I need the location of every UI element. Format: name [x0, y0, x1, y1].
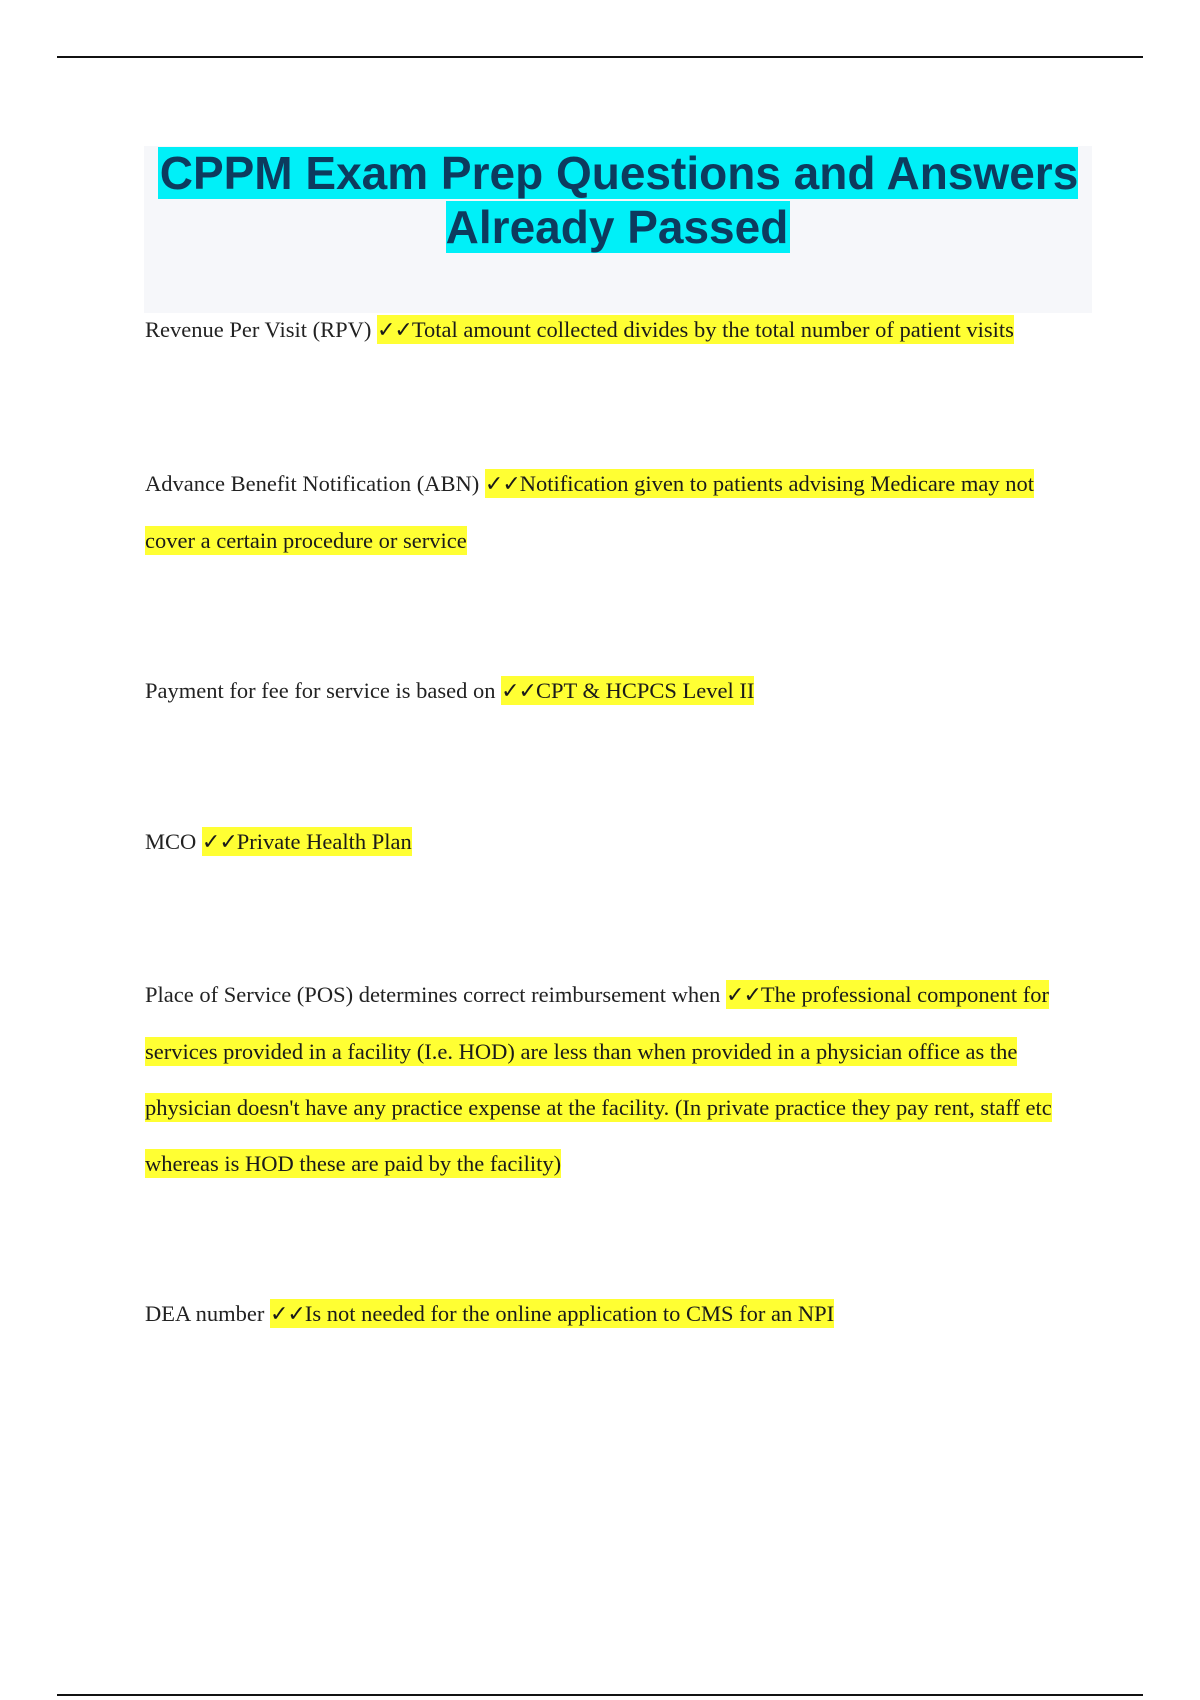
check-mark-icon: ✓✓	[501, 679, 536, 704]
title-block	[144, 146, 1092, 313]
answer-highlight	[270, 1299, 834, 1328]
check-mark-icon: ✓✓	[201, 830, 237, 855]
check-mark-icon: ✓✓	[269, 1302, 305, 1327]
answer-highlight	[202, 827, 412, 856]
question-text: Payment for fee for service is based on	[145, 678, 496, 703]
check-mark-icon: ✓✓	[484, 472, 520, 497]
check-mark-icon: ✓✓	[726, 983, 761, 1008]
qa-item	[145, 1286, 1085, 1343]
bottom-rule	[57, 1694, 1143, 1696]
answer-text: Is not needed for the online application to CMS for an NPI	[304, 1301, 835, 1326]
check-mark-icon: ✓✓	[376, 318, 412, 343]
qa-item	[145, 456, 1085, 569]
answer-highlight	[501, 676, 754, 705]
answer-text: Private Health Plan	[236, 829, 412, 854]
answer-text: Notification given to patients advising Medicare may not cover a certain procedure or service	[145, 471, 1035, 553]
question-text: Advance Benefit Notification (ABN)	[145, 471, 480, 496]
answer-text: Total amount collected divides by the total number of patient visits	[411, 317, 1014, 342]
qa-item	[145, 302, 1085, 359]
question-text: Revenue Per Visit (RPV)	[145, 317, 372, 342]
answer-text: CPT & HCPCS Level II	[536, 678, 755, 703]
document-title-text: CPPM Exam Prep Questions and Answers Already Passed	[159, 147, 1079, 253]
answer-text: The professional component for services provided in a facility (I.e. HOD) are less than when provided in a physician office as the physician doesn't have any practice expense at the facility. (In private practice they pay rent, staff etc whereas is HOD these are paid by the facility)	[145, 982, 1052, 1176]
qa-item	[145, 814, 1085, 871]
qa-item	[145, 663, 1085, 720]
top-rule	[57, 56, 1143, 58]
question-text: DEA number	[145, 1301, 265, 1326]
document-title	[144, 146, 1092, 254]
question-text: Place of Service (POS) determines correct reimbursement when	[145, 982, 721, 1007]
answer-highlight	[145, 980, 1052, 1178]
qa-item	[145, 967, 1085, 1192]
question-text: MCO	[145, 829, 197, 854]
answer-highlight	[377, 315, 1014, 344]
